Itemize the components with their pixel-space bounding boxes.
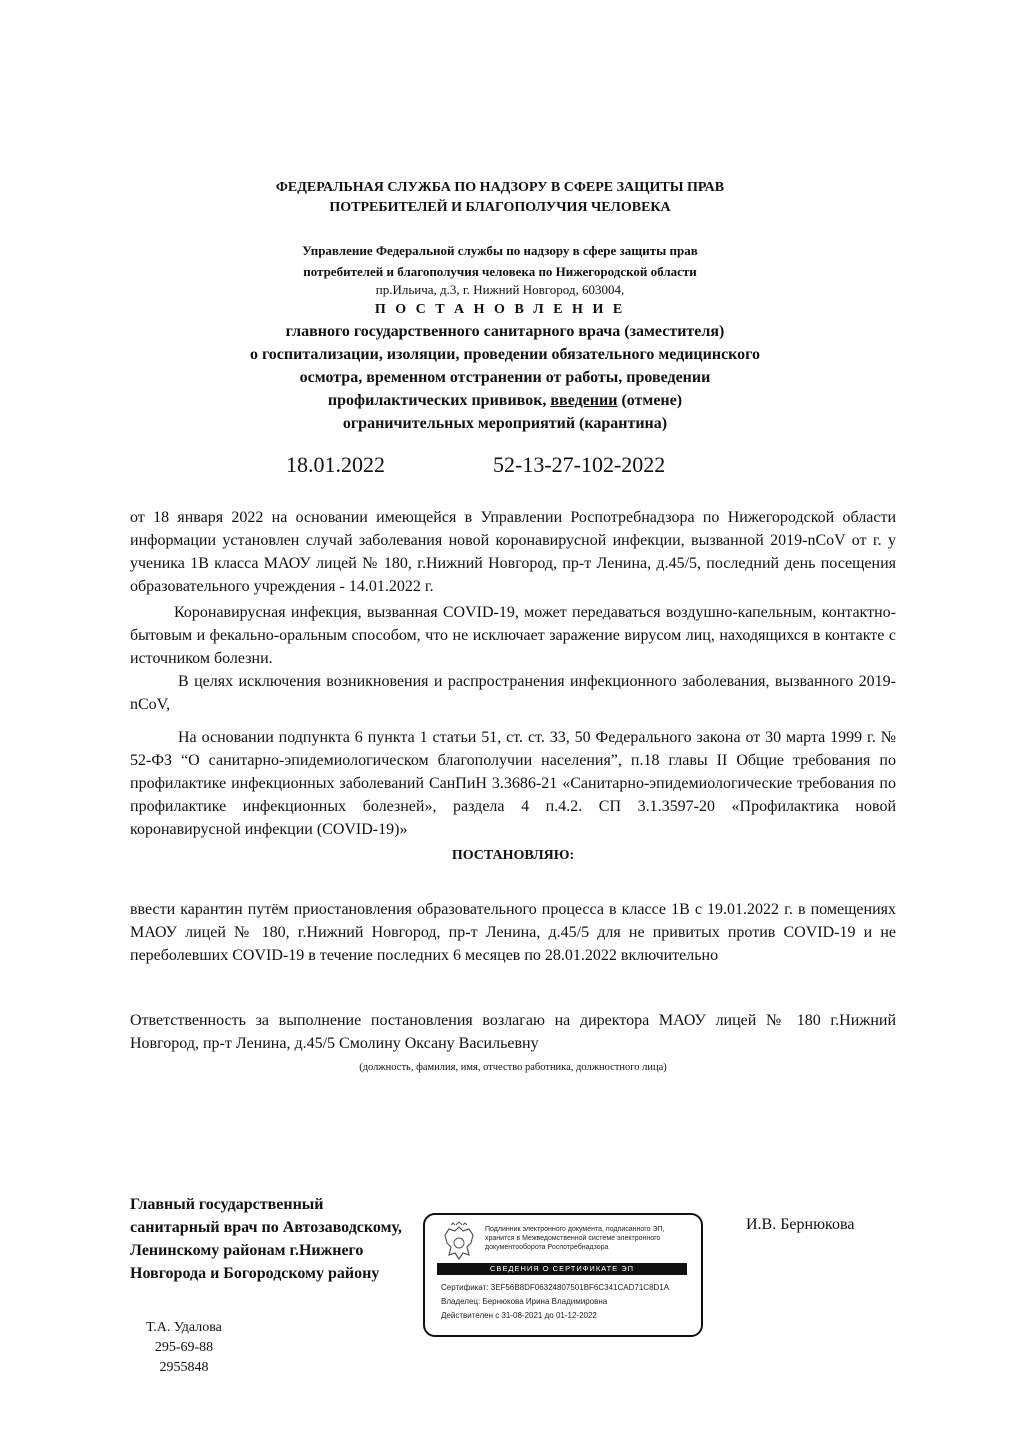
department-line-1: Управление Федеральной службы по надзору в сфере защиты прав [302,243,698,258]
signatory-name: И.В. Бернюкова [746,1216,855,1233]
subtitle-underlined-word: введении [550,392,618,409]
subtitle-line-1: главного государственного санитарного врача (заместителя) [285,323,725,340]
paragraph-infection-info: Коронавирусная инфекция, вызванная COVID-19, может передаваться воздушно-капельным, контактно-бытовым и фекально-оральным способом, что не исключает заражение вирусом лиц, находящихся в контакте с источником болезни. [130,604,896,667]
stamp-header: СВЕДЕНИЯ О СЕРТИФИКАТЕ ЭП [437,1263,687,1275]
contact-block [140,1318,228,1378]
stamp-certificate: Сертификат: 3EF56B8DF06324807501BF6C341CAD71C8D1A [441,1283,670,1292]
document-date: 18.01.2022 [286,452,385,477]
document-title: П О С Т А Н О В Л Е Н И Е [374,302,626,317]
paragraph-purpose: В целях исключения возникновения и распространения инфекционного заболевания, вызванного 2019-nCoV, [130,673,896,713]
agency-line-1: ФЕДЕРАЛЬНАЯ СЛУЖБА ПО НАДЗОРУ В СФЕРЕ ЗАЩИТЫ ПРАВ [275,180,725,195]
position-line-4: Новгорода и Богородскому району [130,1265,380,1282]
electronic-signature-stamp [423,1213,703,1337]
subtitle-line-5: ограничительных мероприятий (карантина) [342,415,668,432]
agency-line-2: ПОТРЕБИТЕЛЕЙ И БЛАГОПОЛУЧИЯ ЧЕЛОВЕКА [329,200,671,215]
department-name [150,240,850,282]
position-line-1: Главный государственный [130,1196,324,1213]
resolve-heading: ПОСТАНОВЛЯЮ: [451,848,575,863]
subtitle-line-4-before: профилактических прививок, [327,392,551,409]
signatory-position [130,1193,402,1285]
department-line-2: потребителей и благополучия человека по Нижегородской области [303,264,697,279]
position-line-2: санитарный врач по Автозаводскому, [130,1219,402,1236]
contact-name: Т.А. Удалова [146,1320,222,1335]
subtitle-line-2: о госпитализации, изоляции, проведении обязательного медицинского [249,346,761,363]
emblem-icon [437,1221,481,1265]
paragraph-legal-basis: На основании подпункта 6 пункта 1 статьи 51, ст. ст. 33, 50 Федерального закона от 30 марта 1999 г. № 52-ФЗ “О санитарно-эпидемиологическом благополучии населения”, п.18 главы II Общие требования по профилактике инфекционных заболеваний СанПиН 3.3686-21 «Санитарно-эпидемиологические требования по профилактике инфекционных болезней», раздела 4 п.4.2. СП 3.1.3597-20 «Профилактика новой коронавирусной инфекции (COVID-19)» [130,729,896,838]
subtitle-line-3: осмотра, временном отстранении от работы, проведении [299,369,711,386]
paragraph-responsibility: Ответственность за выполнение постановления возлагаю на директора МАОУ лицей № 180 г.Нижний Новгород, пр-т Ленина, д.45/5 Смолину Оксану Васильевну [130,1012,896,1052]
stamp-validity: Действителен с 31-08-2021 до 01-12-2022 [441,1311,597,1320]
subtitle-line-4 [140,389,870,412]
document-number: 52-13-27-102-2022 [493,452,666,477]
subtitle-line-4-after: (отмене) [617,392,683,409]
department-address: пр.Ильича, д.3, г. Нижний Новгород, 603004, [375,282,625,297]
stamp-info-line-3: документооборота Роспотребнадзора [485,1244,609,1251]
agency-name [130,178,870,218]
paragraph-case-info: от 18 января 2022 на основании имеющейся в Управлении Роспотребнадзора по Нижегородской области информации установлен случай заболевания новой коронавирусной инфекции, вызванной 2019-nCoV от г. у ученика 1В класса МАОУ лицей № 180, г.Нижний Новгород, пр-т Ленина, д.45/5, последний день посещения образовательного учреждения - 14.01.2022 г. [130,509,896,595]
contact-phone-2: 2955848 [159,1360,209,1375]
responsibility-caption: (должность, фамилия, имя, отчество работника, должностного лица) [359,1062,667,1073]
document-subtitle [140,320,870,435]
paragraph-decision: ввести карантин путём приостановления образовательного процесса в классе 1В с 19.01.2022 г. в помещениях МАОУ лицей № 180, г.Нижний Новгород, пр-т Ленина, д.45/5 для не привитых против COVID-19 и не переболевших COVID-19 в течение последних 6 месяцев по 28.01.2022 включительно [130,901,896,964]
stamp-info [485,1225,695,1252]
stamp-info-line-2: хранится в Межведомственной системе электронного [485,1235,661,1242]
stamp-info-line-1: Подлинник электронного документа, подписанного ЭП, [485,1226,665,1233]
position-line-3: Ленинскому районам г.Нижнего [130,1242,364,1259]
stamp-owner: Владелец: Бернюкова Ирина Владимировна [441,1297,608,1306]
contact-phone-1: 295-69-88 [154,1340,214,1355]
